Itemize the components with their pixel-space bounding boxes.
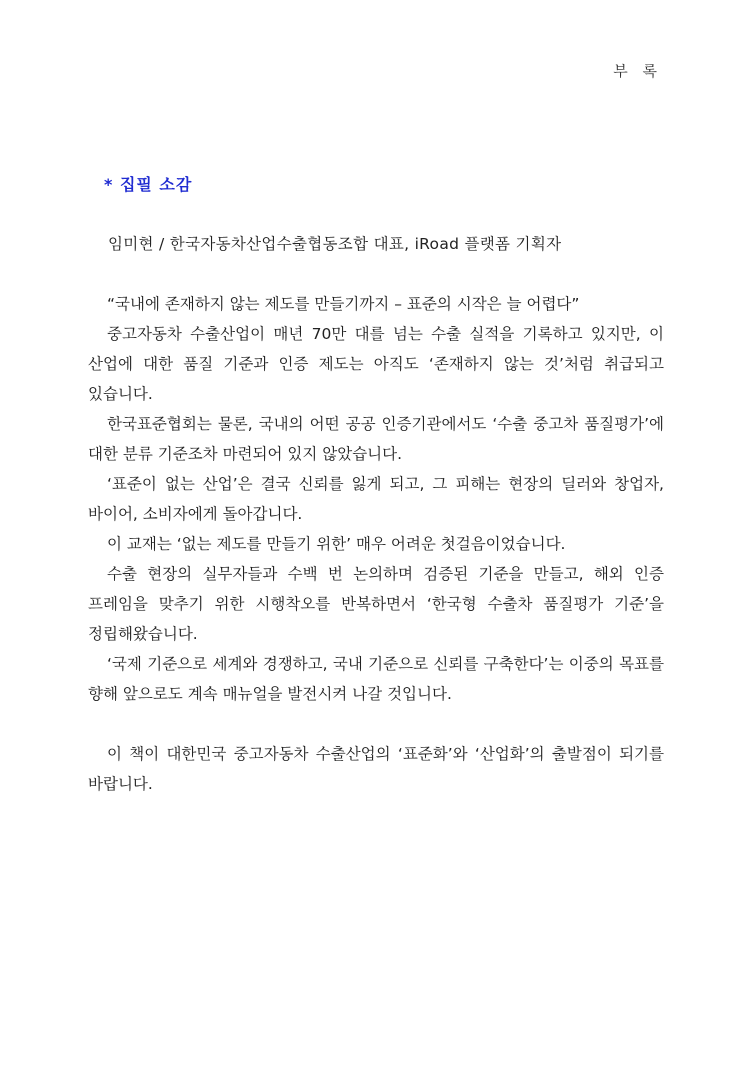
body-paragraph: ‘표준이 없는 산업’은 결국 신뢰를 잃게 되고, 그 피해는 현장의 딜러와 창업자, 바이어, 소비자에게 돌아갑니다. — [88, 475, 664, 523]
paragraph-spacer — [88, 709, 664, 739]
body-paragraph: ‘국제 기준으로 세계와 경쟁하고, 국내 기준으로 신뢰를 구축한다’는 이중의 목표를 향해 앞으로도 계속 매뉴얼을 발전시켜 나갈 것입니다. — [88, 655, 664, 703]
author-line: 임미현 / 한국자동차산업수출협동조합 대표, iRoad 플랫폼 기획자 — [108, 235, 562, 253]
body-paragraph: 중고자동차 수출산업이 매년 70만 대를 넘는 수출 실적을 기록하고 있지만, 이 산업에 대한 품질 기준과 인증 제도는 아직도 ‘존재하지 않는 것’처럼 취급되고 있습니다. — [88, 325, 664, 403]
body-text — [88, 289, 664, 799]
body-paragraph: 한국표준협회는 물론, 국내의 어떤 공공 인증기관에서도 ‘수출 중고차 품질평가’에 대한 분류 기준조차 마련되어 있지 않았습니다. — [88, 415, 664, 463]
body-paragraph: 이 교재는 ‘없는 제도를 만들기 위한’ 매우 어려운 첫걸음이었습니다. — [107, 535, 566, 553]
running-header: 부 록 — [613, 62, 662, 80]
closing-paragraph: 이 책이 대한민국 중고자동차 수출산업의 ‘표준화’와 ‘산업화’의 출발점이 되기를 바랍니다. — [88, 745, 664, 793]
section-title: * 집필 소감 — [104, 175, 193, 194]
body-paragraph: 수출 현장의 실무자들과 수백 번 논의하며 검증된 기준을 만들고, 해외 인증 프레임을 맞추기 위한 시행착오를 반복하면서 ‘한국형 수출차 품질평가 기준’을 정립해왔습니다. — [88, 565, 664, 643]
opening-quote-paragraph: “국내에 존재하지 않는 제도를 만들기까지 – 표준의 시작은 늘 어렵다” — [107, 295, 580, 313]
